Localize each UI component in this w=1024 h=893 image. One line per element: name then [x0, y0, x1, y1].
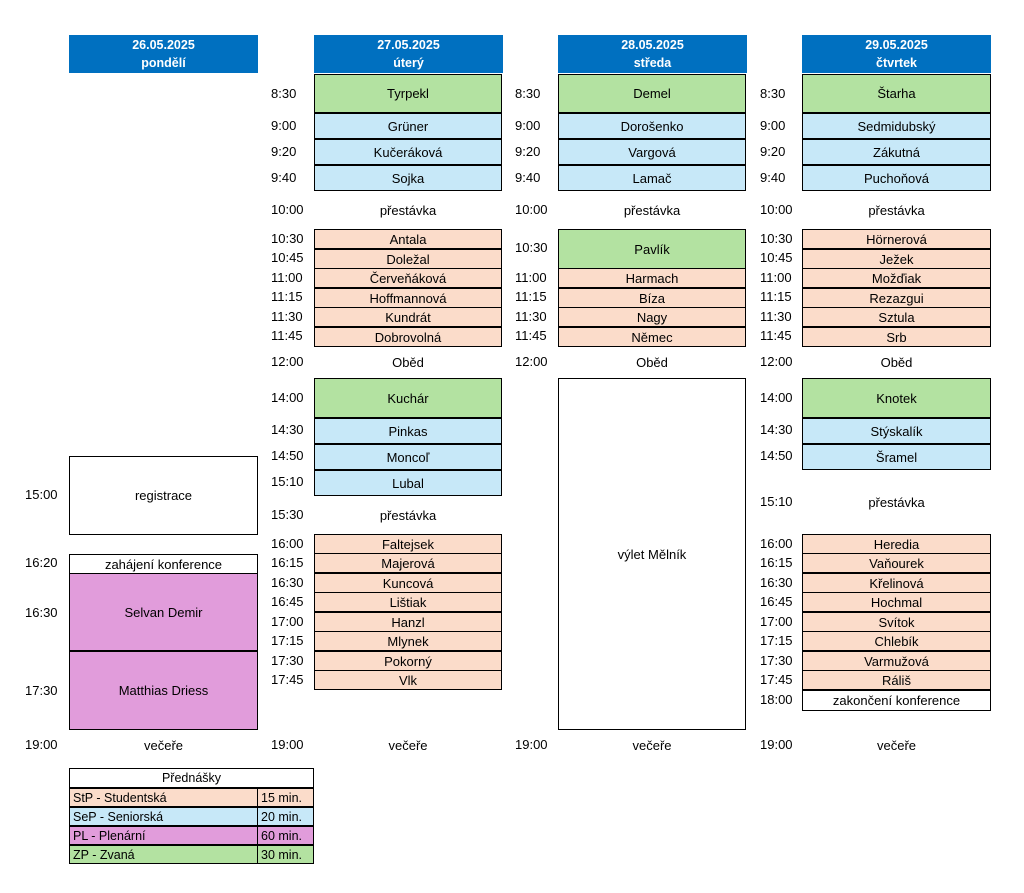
time-label: 8:30 — [271, 86, 297, 101]
time-label: 12:00 — [760, 354, 793, 369]
time-label: 16:00 — [271, 536, 304, 551]
time-label: 11:15 — [760, 289, 792, 304]
day-header — [802, 35, 991, 73]
time-label: 16:00 — [760, 536, 793, 551]
session-cell: výlet Mělník — [558, 378, 746, 730]
session-cell: Doležal — [314, 249, 502, 269]
session-cell: Štarha — [802, 74, 991, 113]
session-cell: Demel — [558, 74, 746, 113]
session-cell: Matthias Driess — [69, 651, 258, 730]
schedule-note: večeře — [632, 737, 672, 753]
session-cell: Heredia — [802, 534, 991, 554]
time-label: 16:15 — [760, 555, 793, 570]
time-label: 9:00 — [760, 118, 786, 133]
session-cell: Lištiak — [314, 592, 502, 612]
session-cell: Rezazgui — [802, 288, 991, 308]
session-cell: registrace — [69, 456, 258, 535]
session-cell: Kučeráková — [314, 139, 502, 165]
time-label: 11:30 — [271, 309, 303, 324]
legend-title: Přednášky — [69, 768, 314, 788]
time-label: 17:00 — [760, 614, 793, 629]
legend-duration: 60 min. — [257, 826, 314, 845]
session-cell: Hanzl — [314, 612, 502, 632]
session-cell: Hoffmannová — [314, 288, 502, 308]
session-cell: Němec — [558, 327, 746, 347]
session-cell: Svítok — [802, 612, 991, 632]
time-label: 10:30 — [271, 231, 304, 246]
session-cell: Možďiak — [802, 268, 991, 288]
time-label: 11:45 — [760, 328, 792, 343]
time-label: 9:40 — [515, 170, 541, 185]
session-cell: Lubal — [314, 470, 502, 496]
schedule-note: večeře — [876, 737, 917, 753]
time-label: 18:00 — [760, 692, 793, 707]
time-label: 9:40 — [271, 170, 297, 185]
time-label: 11:45 — [515, 328, 547, 343]
session-cell: zahájení konference — [69, 554, 258, 574]
time-label: 11:00 — [271, 270, 303, 285]
session-cell: Varmužová — [802, 651, 991, 671]
time-label: 10:45 — [760, 250, 793, 265]
time-label: 16:30 — [760, 575, 793, 590]
session-cell: Ráliš — [802, 670, 991, 690]
time-label: 8:30 — [760, 86, 786, 101]
session-cell: Majerová — [314, 553, 502, 573]
legend-duration: 15 min. — [257, 788, 314, 807]
time-label: 17:15 — [760, 633, 793, 648]
session-cell: Vlk — [314, 670, 502, 690]
session-cell: Tyrpekl — [314, 74, 502, 113]
day-date: 29.05.2025 — [865, 38, 928, 52]
session-cell: Pavlík — [558, 229, 746, 269]
day-header — [314, 35, 503, 73]
time-label: 15:00 — [25, 487, 58, 502]
time-label: 9:00 — [515, 118, 541, 133]
schedule-note: přestávka — [379, 202, 437, 218]
day-name: úterý — [393, 56, 424, 70]
session-cell: Nagy — [558, 307, 746, 327]
session-cell: Bíza — [558, 288, 746, 308]
legend-type: StP - Studentská — [69, 788, 258, 807]
legend-type: SeP - Seniorská — [69, 807, 258, 826]
time-label: 10:00 — [515, 202, 548, 217]
time-label: 10:00 — [760, 202, 793, 217]
schedule-note: Oběd — [636, 354, 668, 370]
time-label: 17:00 — [271, 614, 304, 629]
legend-type: PL - Plenární — [69, 826, 258, 845]
time-label: 16:30 — [271, 575, 304, 590]
time-label: 16:30 — [25, 605, 58, 620]
time-label: 16:15 — [271, 555, 304, 570]
time-label: 15:10 — [271, 474, 304, 489]
session-cell: Sztula — [802, 307, 991, 327]
day-date: 26.05.2025 — [132, 38, 195, 52]
time-label: 9:20 — [271, 144, 297, 159]
session-cell: Stýskalík — [802, 418, 991, 444]
time-label: 19:00 — [515, 737, 548, 752]
session-cell: Faltejsek — [314, 534, 502, 554]
session-cell: Červeňáková — [314, 268, 502, 288]
time-label: 14:50 — [760, 448, 793, 463]
time-label: 8:30 — [515, 86, 541, 101]
schedule-note: večeře — [143, 737, 184, 753]
time-label: 17:45 — [271, 672, 304, 687]
time-label: 11:15 — [515, 289, 547, 304]
time-label: 17:30 — [271, 653, 304, 668]
time-label: 19:00 — [25, 737, 58, 752]
time-label: 9:40 — [760, 170, 786, 185]
schedule-note: večeře — [388, 737, 428, 753]
time-label: 16:20 — [25, 555, 58, 570]
time-label: 11:45 — [271, 328, 303, 343]
time-label: 14:00 — [271, 390, 304, 405]
time-label: 15:30 — [271, 507, 304, 522]
time-label: 14:30 — [271, 422, 304, 437]
legend-duration: 20 min. — [257, 807, 314, 826]
time-label: 10:30 — [515, 240, 548, 255]
session-cell: Křelinová — [802, 573, 991, 593]
session-cell: Šramel — [802, 444, 991, 470]
time-label: 9:20 — [760, 144, 786, 159]
time-label: 11:00 — [515, 270, 547, 285]
session-cell: Kuncová — [314, 573, 502, 593]
schedule-note: přestávka — [623, 202, 681, 218]
schedule-note: přestávka — [868, 494, 925, 510]
legend-duration: 30 min. — [257, 845, 314, 864]
session-cell: Pokorný — [314, 651, 502, 671]
day-name: středa — [633, 56, 672, 70]
day-date: 27.05.2025 — [377, 38, 440, 52]
session-cell: Hochmal — [802, 592, 991, 612]
schedule-note: přestávka — [868, 202, 925, 218]
session-cell: Dobrovolná — [314, 327, 502, 347]
session-cell: Mlynek — [314, 631, 502, 651]
session-cell: Sojka — [314, 165, 502, 191]
session-cell: Hörnerová — [802, 229, 991, 249]
session-cell: zakončení konference — [802, 690, 991, 711]
time-label: 19:00 — [760, 737, 793, 752]
session-cell: Vaňourek — [802, 553, 991, 573]
time-label: 17:45 — [760, 672, 793, 687]
schedule-note: Oběd — [880, 354, 913, 370]
time-label: 11:15 — [271, 289, 303, 304]
schedule-note: Oběd — [392, 354, 424, 370]
time-label: 10:00 — [271, 202, 304, 217]
session-cell: Grüner — [314, 113, 502, 139]
session-cell: Knotek — [802, 378, 991, 418]
session-cell: Sedmidubský — [802, 113, 991, 139]
session-cell: Lamač — [558, 165, 746, 191]
time-label: 11:30 — [515, 309, 547, 324]
time-label: 17:15 — [271, 633, 304, 648]
time-label: 10:45 — [271, 250, 304, 265]
day-date: 28.05.2025 — [621, 38, 684, 52]
time-label: 14:00 — [760, 390, 793, 405]
legend-type: ZP - Zvaná — [69, 845, 258, 864]
time-label: 19:00 — [271, 737, 304, 752]
time-label: 11:30 — [760, 309, 792, 324]
time-label: 17:30 — [760, 653, 793, 668]
day-name: čtvrtek — [876, 56, 917, 70]
session-cell: Antala — [314, 229, 502, 249]
session-cell: Srb — [802, 327, 991, 347]
time-label: 11:00 — [760, 270, 792, 285]
session-cell: Kuchár — [314, 378, 502, 418]
time-label: 9:20 — [515, 144, 541, 159]
session-cell: Ježek — [802, 249, 991, 269]
session-cell: Selvan Demir — [69, 573, 258, 651]
time-label: 16:45 — [760, 594, 793, 609]
time-label: 15:10 — [760, 494, 793, 509]
session-cell: Dorošenko — [558, 113, 746, 139]
session-cell: Vargová — [558, 139, 746, 165]
session-cell: Pinkas — [314, 418, 502, 444]
session-cell: Moncoľ — [314, 444, 502, 470]
session-cell: Zákutná — [802, 139, 991, 165]
session-cell: Puchoňová — [802, 165, 991, 191]
session-cell: Kundrát — [314, 307, 502, 327]
time-label: 12:00 — [271, 354, 304, 369]
time-label: 10:30 — [760, 231, 793, 246]
day-header — [69, 35, 258, 73]
time-label: 9:00 — [271, 118, 297, 133]
time-label: 17:30 — [25, 683, 58, 698]
day-name: pondělí — [141, 56, 186, 70]
time-label: 14:50 — [271, 448, 304, 463]
session-cell: Chlebík — [802, 631, 991, 651]
schedule-note: přestávka — [379, 507, 437, 523]
session-cell: Harmach — [558, 268, 746, 288]
day-header — [558, 35, 747, 73]
time-label: 12:00 — [515, 354, 548, 369]
time-label: 16:45 — [271, 594, 304, 609]
time-label: 14:30 — [760, 422, 793, 437]
